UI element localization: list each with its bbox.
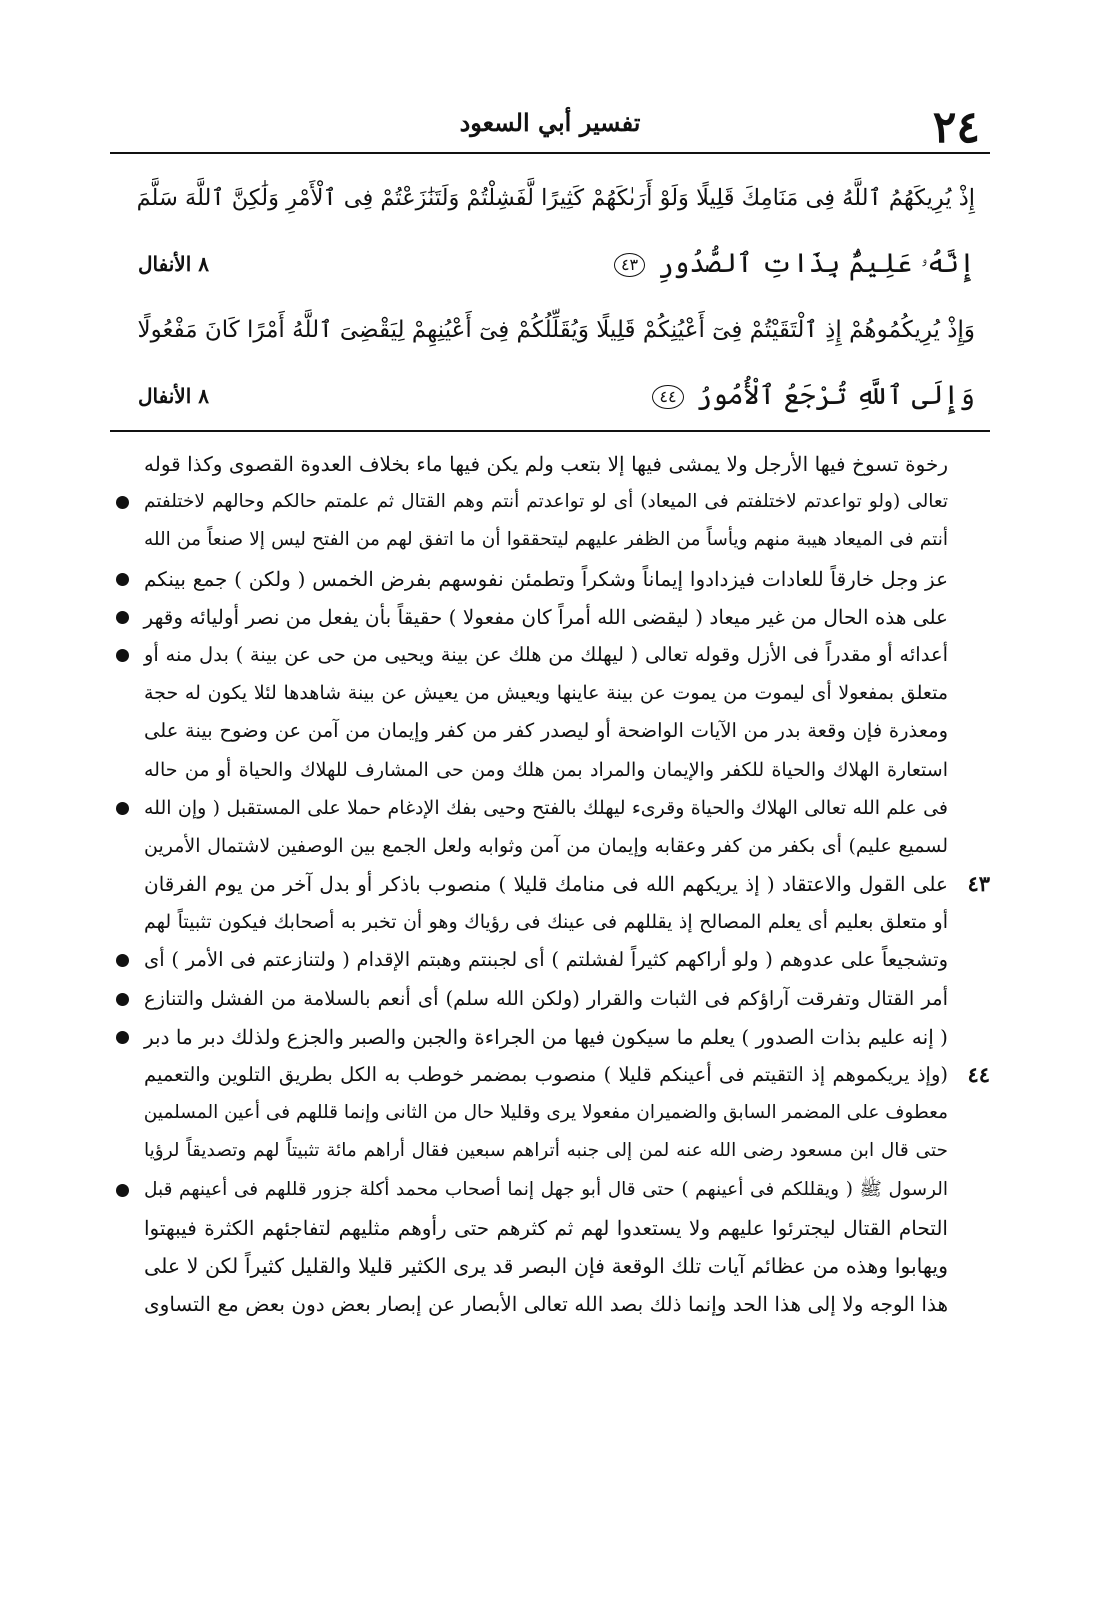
commentary-line: [110, 598, 990, 636]
commentary-line: [110, 827, 990, 865]
bullet-marker: [116, 649, 129, 662]
verse-text: إِنَّهُۥ عَلِيمٌۢ بِذَاتِ ٱلصُّدُورِ ٤٣: [610, 231, 975, 297]
verse-reference: ٨ الأنفال: [138, 384, 209, 408]
commentary-text: رخوة تسوخ فيها الأرجل ولا يمشى فيها إلا بتعب ولم يكن فيها ماء بخلاف العدوة القصوى وكذا قوله: [144, 452, 948, 476]
verse-line: [130, 231, 975, 297]
quran-verses: [130, 165, 975, 429]
commentary-text: ويهابوا وهذه من عظائم آيات تلك الوقعة فإن البصر قد يرى الكثير قليلا والقليل كثيراً لكن لا على: [144, 1253, 948, 1278]
commentary-text: ومعذرة فإن وقعة بدر من الآيات الواضحة أو ليصدر كفر من كفر وإيمان من آمن عن وضوح بينة على: [144, 719, 948, 743]
commentary-text: فى علم الله تعالى الهلاك والحياة وقرىء ليهلك بالفتح وحيى بفك الإدغام حملا على المستقبل ( وإن الله: [144, 796, 948, 819]
commentary-text: متعلق بمفعولا أى ليموت من يموت عن بينة عاينها ويعيش من يعيش عن بينة شاهدها لئلا يكون له حجة: [144, 682, 948, 705]
commentary-line: [110, 751, 990, 789]
book-title: تفسير أبي السعود: [459, 108, 641, 137]
commentary-text: على هذه الحال من غير ميعاد ( ليقضى الله أمراً كان مفعولا ) حقيقاً بأن يفعل من نصر أوليائه وقهر: [143, 604, 948, 629]
commentary-text: هذا الوجه ولا إلى هذا الحد وإنما ذلك بصد الله تعالى الأبصار عن إبصار بعض دون بعض مع التساوى: [144, 1292, 948, 1317]
commentary-line: [110, 674, 990, 712]
commentary-text: التحام القتال ليجترئوا عليهم ولا يستعدوا لهم ثم كثرهم حتى رأوهم مثليهم لتفاجئهم الكثرة فيبهتوا: [144, 1215, 948, 1240]
commentary-text: ( إنه عليم بذات الصدور ) يعلم ما سيكون فيها من الجراءة والجبن والصبر والجزع ولذلك دبر ما دبر: [144, 1024, 948, 1049]
commentary-line: [110, 560, 990, 598]
commentary-line: [110, 941, 990, 979]
commentary-line: [110, 1018, 990, 1056]
commentary-text: أنتم فى الميعاد هيبة منهم ويأساً من الظفر عليهم ليتحققوا أن ما اتفق لهم من الفتح ليس إلا صنعاً من الله: [144, 529, 948, 551]
commentary-line: [110, 789, 990, 827]
bullet-marker: [116, 954, 129, 967]
commentary-line: [110, 865, 990, 903]
verse-reference: ٨ الأنفال: [138, 252, 209, 276]
bullet-marker: [116, 496, 129, 509]
commentary-text: الرسول ﷺ ( ويقللكم فى أعينهم ) حتى قال أبو جهل إنما أصحاب محمد أكلة جزور قللهم فى أعينهم قبل: [144, 1178, 948, 1200]
commentary-line: [110, 1132, 990, 1170]
commentary-text: أو متعلق بعليم أى يعلم المصالح إذ يقللهم فى عينك فى رؤياك وهو أن تخبر به أصحابك فيكون تثبيتاً لهم: [144, 911, 948, 934]
ayah-number-marker: ٤٣: [614, 253, 645, 277]
bullet-marker: [116, 802, 129, 815]
verse-number: ٤٣: [967, 871, 990, 897]
commentary-line: [110, 903, 990, 941]
commentary-text: استعارة الهلاك والحياة للكفر والإيمان والمراد بمن هلك ومن حى المشارف للهلاك والحياة أو من حاله: [144, 758, 948, 781]
commentary-line: [110, 1247, 990, 1285]
page-number: ٢٤: [932, 102, 980, 153]
commentary-line: [110, 483, 990, 521]
bullet-marker: [116, 573, 129, 586]
commentary-line: [110, 1209, 990, 1247]
verses-divider: [110, 430, 990, 432]
commentary-text: على القول والاعتقاد ( إذ يريكهم الله فى منامك قليلا ) منصوب باذكر أو بدل آخر من يوم الفرقان: [144, 872, 948, 897]
commentary-body: [110, 445, 990, 1323]
commentary-line: [110, 1171, 990, 1209]
bullet-marker: [116, 611, 129, 624]
verse-text: إِذْ يُرِيكَهُمُ ٱللَّهُ فِى مَنَامِكَ قَلِيلًا وَلَوْ أَرَىٰكَهُمْ كَثِيرًا لَّفَشِلْتُمْ وَلَتَنَٰزَعْتُمْ فِى ٱلْأَمْرِ وَلَٰكِنَّ ٱللَّهَ سَلَّمَ: [136, 185, 975, 211]
commentary-line: [110, 1285, 990, 1323]
verse-text: وَإِلَى ٱللَّهِ تُرْجَعُ ٱلْأُمُورُ ٤٤: [648, 363, 975, 429]
commentary-text: معطوف على المضمر السابق والضميران مفعولا يرى وقليلا حال من الثانى وإنما قللهم فى أعين المسلمين: [143, 1102, 948, 1124]
commentary-text: تعالى (ولو تواعدتم لاختلفتم فى الميعاد) أى لو تواعدتم أنتم وهم القتال ثم علمتم حالكم وحالهم لاختلفتم: [144, 491, 948, 513]
commentary-text: وتشجيعاً على عدوهم ( ولو أراكهم كثيراً لفشلتم ) أى لجبنتم وهبتم الإقدام ( ولتنازعتم فى الأمر ) أى: [144, 948, 948, 972]
verse-number: ٤٤: [967, 1062, 990, 1087]
commentary-line: [110, 980, 990, 1018]
page-header: [110, 100, 990, 153]
verse-text: وَإِذْ يُرِيكُمُوهُمْ إِذِ ٱلْتَقَيْتُمْ فِىٓ أَعْيُنِكُمْ قَلِيلًا وَيُقَلِّلُكُمْ فِىٓ أَعْيُنِهِمْ لِيَقْضِىَ ٱللَّهُ أَمْرًا كَانَ مَفْعُولًا: [137, 317, 975, 343]
header-divider: [110, 152, 990, 154]
commentary-text: عز وجل خارقاً للعادات فيزدادوا إيماناً وشكراً وتطمئن نفوسهم بفرض الخمس ( ولكن ) جمع بينكم: [144, 566, 948, 591]
commentary-text: حتى قال ابن مسعود رضى الله عنه لمن إلى جنبه أتراهم سبعين فقال أراهم مائة تثبيتاً لهم وتصديقاً لرؤيا: [144, 1140, 948, 1162]
commentary-line: [110, 445, 990, 483]
commentary-text: لسميع عليم) أى بكفر من كفر وعقابه وإيمان من آمن وثوابه ولعل الجمع بين الوصفين لاشتمال الأمرين: [144, 834, 948, 857]
commentary-line: [110, 1056, 990, 1094]
bullet-marker: [116, 993, 129, 1006]
commentary-text: أعدائه أو مقدراً فى الأزل وقوله تعالى ( ليهلك من هلك عن بينة ويحيى من حى عن بينة ) بدل منه أو: [144, 642, 948, 666]
verse-line: [130, 297, 975, 363]
commentary-text: (وإذ يريكموهم إذ التقيتم فى أعينكم قليلا ) منصوب بمضمر خوطب به الكل بطريق التلوين والتعميم: [144, 1063, 948, 1086]
ayah-number-marker: ٤٤: [652, 385, 683, 409]
bullet-marker: [116, 1031, 129, 1044]
commentary-text: أمر القتال وتفرقت آراؤكم فى الثبات والقرار (ولكن الله سلم) أى أنعم بالسلامة من الفشل والتنازع: [144, 986, 948, 1010]
commentary-line: [110, 521, 990, 559]
verse-line: [130, 363, 975, 429]
bullet-marker: [116, 1184, 129, 1197]
commentary-line: [110, 1094, 990, 1132]
verse-line: [130, 165, 975, 231]
commentary-line: [110, 712, 990, 750]
commentary-line: [110, 636, 990, 674]
